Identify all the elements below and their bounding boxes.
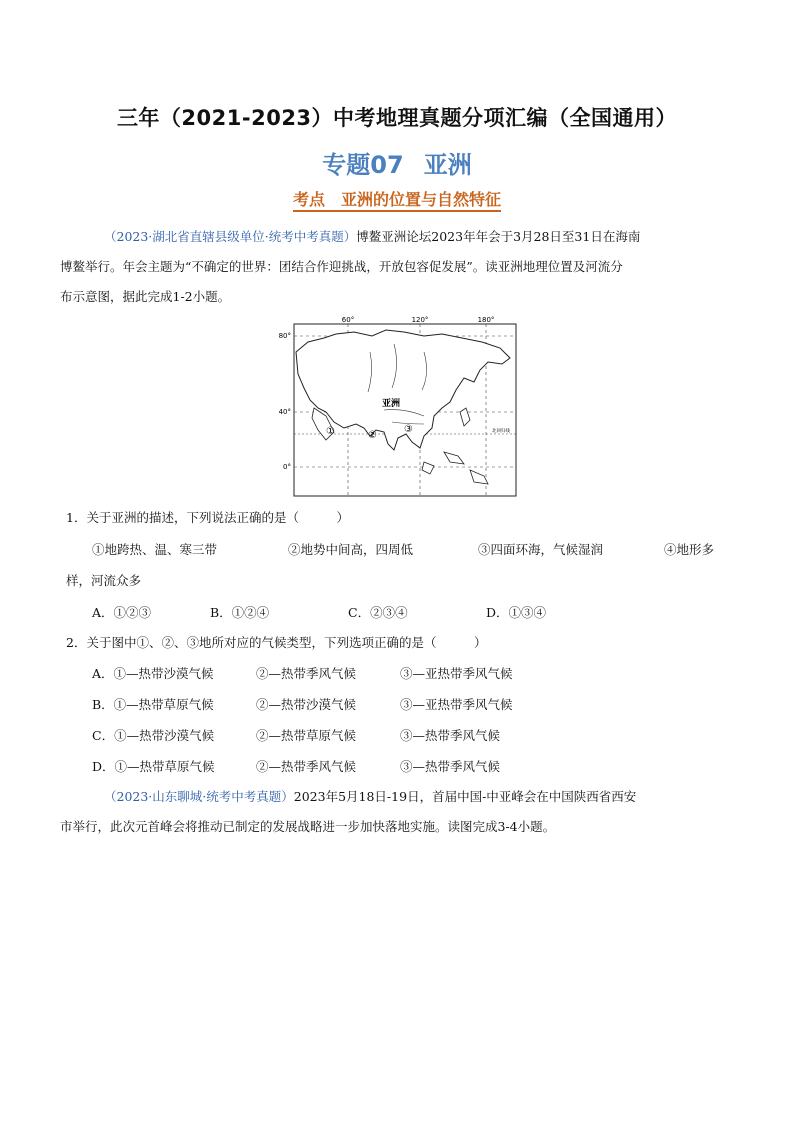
source-tag-2: （2023·山东聊城·统考中考真题） bbox=[104, 789, 294, 804]
option-part: ②—热带草原气候 bbox=[256, 728, 357, 743]
option-part: ③—亚热带季风气候 bbox=[400, 666, 513, 681]
question-1-stem: 1．关于亚洲的描述，下列说法正确的是（ ） bbox=[66, 510, 349, 525]
question-2-option-a[interactable] bbox=[0, 664, 794, 684]
topic-heading bbox=[0, 145, 794, 180]
question-1-options bbox=[0, 603, 794, 623]
question-2-option-d[interactable] bbox=[0, 757, 794, 777]
intro-2-line-1: 2023年5月18日-19日，首届中国-中亚峰会在中国陕西省西安 bbox=[293, 789, 637, 804]
asia-map-figure bbox=[274, 312, 518, 500]
intro-1-line-3: 布示意图，据此完成1-2小题。 bbox=[60, 289, 231, 304]
lon-label: 180° bbox=[477, 316, 495, 324]
subtitle-prefix: 考点 bbox=[292, 190, 325, 209]
statement-1: ①地跨热、温、寒三带 bbox=[92, 542, 218, 557]
option-part: ②—热带季风气候 bbox=[256, 759, 357, 774]
lon-label: 60° bbox=[341, 316, 355, 324]
question-2-stem: 2．关于图中①、②、③地所对应的气候类型，下列选项正确的是（ ） bbox=[66, 635, 487, 650]
lat-label: 0° bbox=[283, 463, 291, 471]
document-title: 三年（2021-2023）中考地理真题分项汇编（全国通用） bbox=[116, 106, 678, 130]
statement-4: ④地形多 bbox=[664, 542, 715, 557]
marker-2: ② bbox=[368, 430, 377, 441]
section-subtitle bbox=[0, 187, 794, 210]
lat-label: 40° bbox=[278, 408, 291, 416]
statement-2: ②地势中间高，四周低 bbox=[288, 542, 414, 557]
option-part: A．①—热带沙漠气候 bbox=[92, 666, 214, 681]
marker-1: ① bbox=[326, 426, 335, 437]
intro-paragraph-1 bbox=[60, 222, 732, 312]
subtitle-text: 亚洲的位置与自然特征 bbox=[341, 190, 502, 209]
question-2-option-c[interactable] bbox=[0, 726, 794, 746]
option-a[interactable]: A．①②③ bbox=[92, 605, 152, 620]
source-tag-1: （2023·湖北省直辖县级单位·统考中考真题） bbox=[104, 229, 357, 244]
option-c[interactable]: C．②③④ bbox=[348, 605, 408, 620]
lat-label: 80° bbox=[278, 332, 291, 340]
lon-label: 120° bbox=[411, 316, 429, 324]
statement-4-continued: 样，河流众多 bbox=[66, 573, 142, 588]
intro-paragraph-2 bbox=[60, 782, 732, 842]
option-part: D．①—热带草原气候 bbox=[92, 759, 215, 774]
option-part: ②—热带沙漠气候 bbox=[256, 697, 357, 712]
intro-1-line-2: 博鳌举行。年会主题为“不确定的世界：团结合作迎挑战，开放包容促发展”。读亚洲地理位置及河流分 bbox=[60, 259, 623, 274]
tropic-label: 北回归线 bbox=[492, 429, 510, 434]
option-part: ③—亚热带季风气候 bbox=[400, 697, 513, 712]
intro-1-line-1: 博鳌亚洲论坛2023年年会于3月28日至31日在海南 bbox=[356, 229, 641, 244]
option-part: ③—热带季风气候 bbox=[400, 759, 501, 774]
question-1-statements bbox=[0, 540, 794, 560]
option-part: B．①—热带草原气候 bbox=[92, 697, 214, 712]
option-d[interactable]: D．①③④ bbox=[486, 605, 547, 620]
option-part: ③—热带季风气候 bbox=[400, 728, 501, 743]
topic-number: 专题07 bbox=[322, 151, 404, 179]
intro-2-line-2: 市举行，此次元首峰会将推动已制定的发展战略进一步加快落地实施。读图完成3-4小题。 bbox=[60, 819, 556, 834]
option-b[interactable]: B．①②④ bbox=[210, 605, 270, 620]
option-part: ②—热带季风气候 bbox=[256, 666, 357, 681]
topic-name: 亚洲 bbox=[423, 151, 472, 179]
asia-map bbox=[274, 312, 518, 500]
statement-3: ③四面环海，气候湿润 bbox=[478, 542, 604, 557]
marker-3: ③ bbox=[404, 424, 413, 435]
option-part: C．①—热带沙漠气候 bbox=[92, 728, 215, 743]
question-2-option-b[interactable] bbox=[0, 695, 794, 715]
asia-label: 亚洲 bbox=[382, 399, 401, 409]
